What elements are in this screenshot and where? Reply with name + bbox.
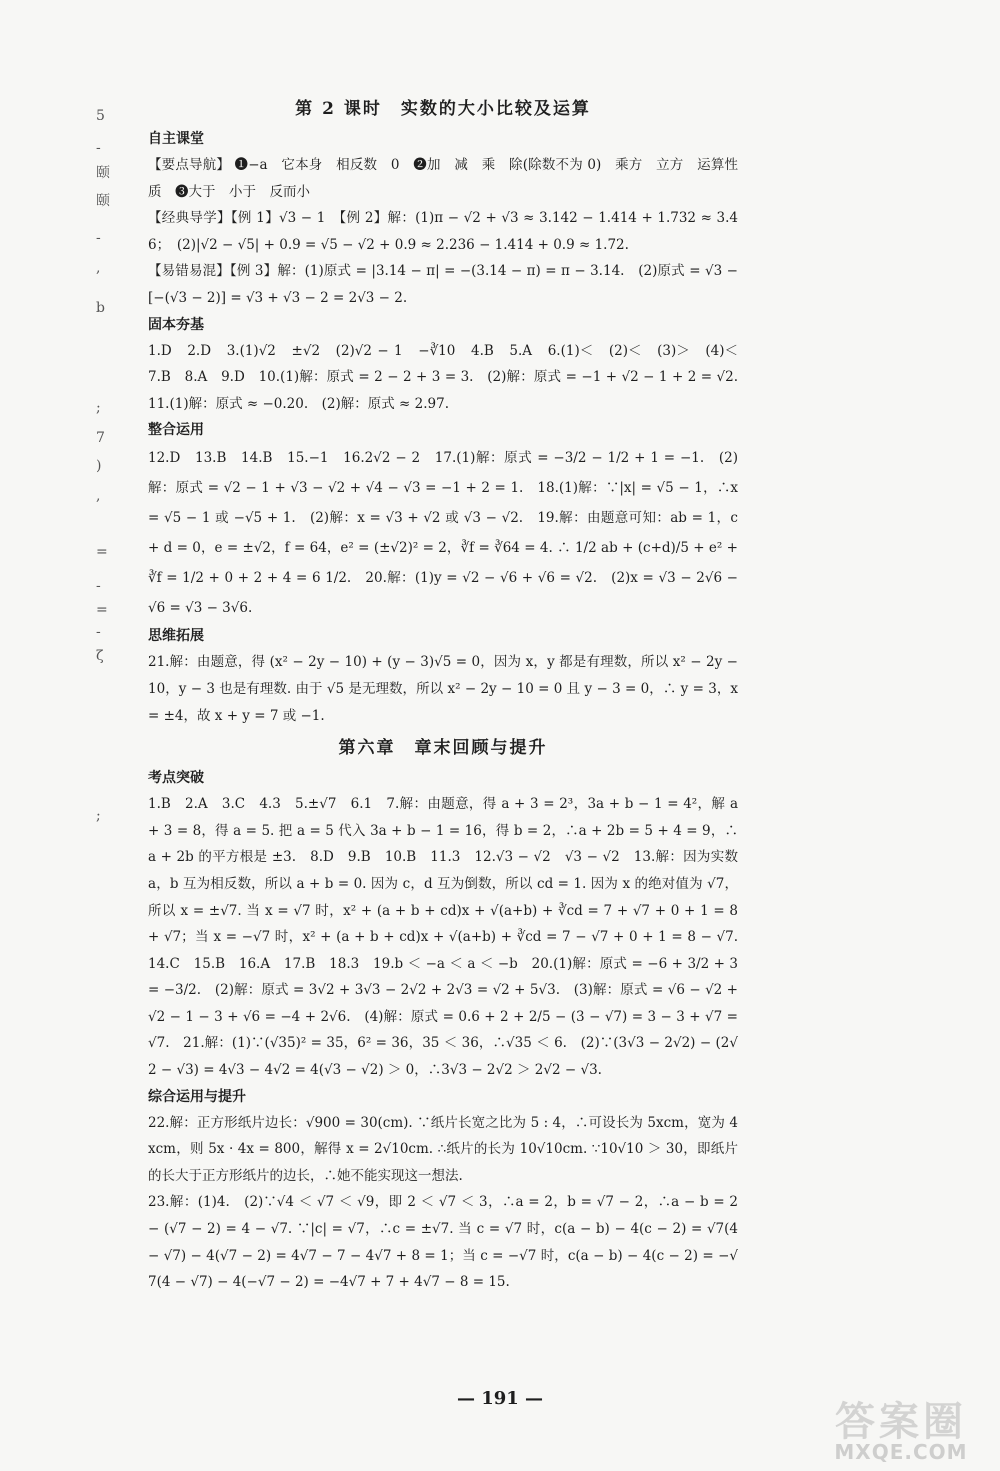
margin-mark: , <box>96 488 101 504</box>
margin-mark: ζ <box>96 648 104 664</box>
section-heading: 考点突破 <box>148 770 204 787</box>
answer-paragraph: 【要点导航】 ❶−a 它本身 相反数 0 ❷加 减 乘 除(除数不为 0) 乘方 立方 运算性质 ❸大于 小于 反而小 <box>148 157 738 200</box>
answer-content <box>148 96 752 1296</box>
answer-paragraph: 22.解：正方形纸片边长：√900 = 30(cm). ∵纸片长宽之比为 5 : 4，∴可设长为 5xcm，宽为 4xcm，则 5x · 4x = 800，解得 x = 2√10cm. ∴纸片的长为 10√10cm. ∵10√10 ＞ 30，即纸片的长大于正方形纸片的边长，∴她不能实现这一想法. <box>148 1114 738 1184</box>
margin-mark: , <box>96 260 101 276</box>
answer-paragraph: 12.D 13.B 14.B 15.−1 16.2√2 − 2 17.(1)解：原式 = −3/2 − 1/2 + 1 = −1. (2)解：原式 = √2 − 1 + √3 − √2 + √4 − √3 = −1 + 2 = 1. 18.(1)解：∵|x| = √5 − 1，∴x = √5 − 1 或 −√5 + 1. (2)解：x = √3 + √2 或 √3 − √2. 19.解：由题意可知：ab = 1，c + d = 0，e = ±√2，f = 64，e² = (±√2)² = 2，∛f = ∛64 = 4. ∴ 1/2 ab + (c+d)/5 + e² + ∛f = 1/2 + 0 + 2 + 4 = 6 1/2. 20.解：(1)y = √2 − √6 + √6 = √2. (2)x = √3 − 2√6 − √6 = √3 − 3√6. <box>148 450 738 617</box>
margin-mark: = <box>96 544 108 560</box>
section-heading: 思维拓展 <box>148 628 204 645</box>
section-heading: 综合运用与提升 <box>148 1088 246 1105</box>
answer-paragraph: 1.D 2.D 3.(1)√2 ±√2 (2)√2 − 1 −∛10 4.B 5.A 6.(1)＜ (2)＜ (3)＞ (4)＜ 7.B 8.A 9.D 10.(1)解：原式 = 2 − 2 + 3 = 3. (2)解：原式 = −1 + √2 − 1 + 2 = √2. 11.(1)解：原式 ≈ −0.20. (2)解：原式 ≈ 2.97. <box>148 342 752 412</box>
section-heading: 固本夯基 <box>148 316 204 333</box>
lesson-title: 第 2 课时 实数的大小比较及运算 <box>295 99 591 119</box>
margin-mark: - <box>96 578 101 594</box>
answer-paragraph: 【易错易混】【例 3】解：(1)原式 = |3.14 − π| = −(3.14 − π) = π − 3.14. (2)原式 = √3 − [−(√3 − 2)] = √3 + √3 − 2 = 2√3 − 2. <box>148 263 738 306</box>
margin-mark: = <box>96 602 108 618</box>
section-heading: 整合运用 <box>148 422 204 439</box>
margin-mark: b <box>96 300 105 316</box>
margin-mark: ; <box>96 808 101 824</box>
margin-mark: - <box>96 140 101 156</box>
watermark-text: 答案圈 <box>835 1399 967 1445</box>
margin-mark: ) <box>96 458 102 474</box>
margin-mark: 7 <box>96 430 105 446</box>
answer-paragraph: 1.B 2.A 3.C 4.3 5.±√7 6.1 7.解：由题意，得 a + 3 = 2³，3a + b − 1 = 4²，解 a + 3 = 8，得 a = 5. 把 a = 5 代入 3a + b − 1 = 16，得 b = 2，∴a + 2b = 5 + 4 = 9，∴a + 2b 的平方根是 ±3. 8.D 9.B 10.B 11.3 12.√3 − √2 √3 − √2 13.解：因为实数 a，b 互为相反数，所以 a + b = 0. 因为 c，d 互为倒数，所以 cd = 1. 因为 x 的绝对值为 √7，所以 x = ±√7. 当 x = √7 时，x² + (a + b + cd)x + √(a+b) + ∛cd = 7 + √7 + 0 + 1 = 8 + √7；当 x = −√7 时，x² + (a + b + cd)x + √(a+b) + ∛cd = 7 − √7 + 0 + 1 = 8 − √7. 14.C 15.B 16.A 17.B 18.3 19.b ＜ −a ＜ a ＜ −b 20.(1)解：原式 = −6 + 3/2 + 3 = −3/2. (2)解：原式 = 3√2 + 3√3 − 2√2 + 2√3 = √2 + 5√3. (3)解：原式 = √6 − √2 + √2 − 1 − 3 + √6 = −4 + 2√6. (4)解：原式 = 0.6 + 2 + 2/5 − (3 − √7) = 3 − 3 + √7 = √7. 21.解：(1)∵(√35)² = 35，6² = 36，35 ＜ 36，∴√35 ＜ 6. (2)∵(3√3 − 2√2) − (2√2 − √3) = 4√3 − 4√2 = 4(√3 − √2) ＞ 0，∴3√3 − 2√2 ＞ 2√2 − √3. <box>148 796 752 1079</box>
answer-paragraph: 21.解：由题意，得 (x² − 2y − 10) + (y − 3)√5 = 0，因为 x，y 都是有理数，所以 x² − 2y − 10，y − 3 也是有理数. 由于 √5 是无理数，所以 x² − 2y − 10 = 0 且 y − 3 = 0，∴ y = 3，x = ±4，故 x + y = 7 或 −1. <box>148 654 738 724</box>
margin-mark: 5 <box>96 108 105 124</box>
margin-mark: 颐 <box>96 193 110 209</box>
chapter-title: 第六章 章末回顾与提升 <box>338 738 548 759</box>
margin-mark: 颐 <box>96 165 110 181</box>
answer-paragraph: 【经典导学】【例 1】√3 − 1 【例 2】解：(1)π − √2 + √3 ≈ 3.142 − 1.414 + 1.732 ≈ 3.46； (2)|√2 − √5| + 0.9 = √5 − √2 + 0.9 ≈ 2.236 − 1.414 + 0.9 ≈ 1.72. <box>148 210 738 253</box>
margin-mark: - <box>96 624 101 640</box>
section-heading: 自主课堂 <box>148 131 204 147</box>
margin-mark: - <box>96 230 101 246</box>
page-number: — 191 — <box>456 1388 544 1409</box>
margin-mark: ; <box>96 400 101 416</box>
answer-paragraph: 23.解：(1)4. (2)∵√4 ＜ √7 ＜ √9，即 2 ＜ √7 ＜ 3，∴a = 2，b = √7 − 2，∴a − b = 2 − (√7 − 2) = 4 − √7. ∵|c| = √7，∴c = ±√7. 当 c = √7 时，c(a − b) − 4(c − 2) = √7(4 − √7) − 4(√7 − 2) = 4√7 − 7 − 4√7 + 8 = 1；当 c = −√7 时，c(a − b) − 4(c − 2) = −√7(4 − √7) − 4(−√7 − 2) = −4√7 + 7 + 4√7 − 8 = 15. <box>148 1194 738 1291</box>
watermark-logo <box>806 1390 996 1468</box>
watermark-url: MXQE.COM <box>834 1440 968 1464</box>
